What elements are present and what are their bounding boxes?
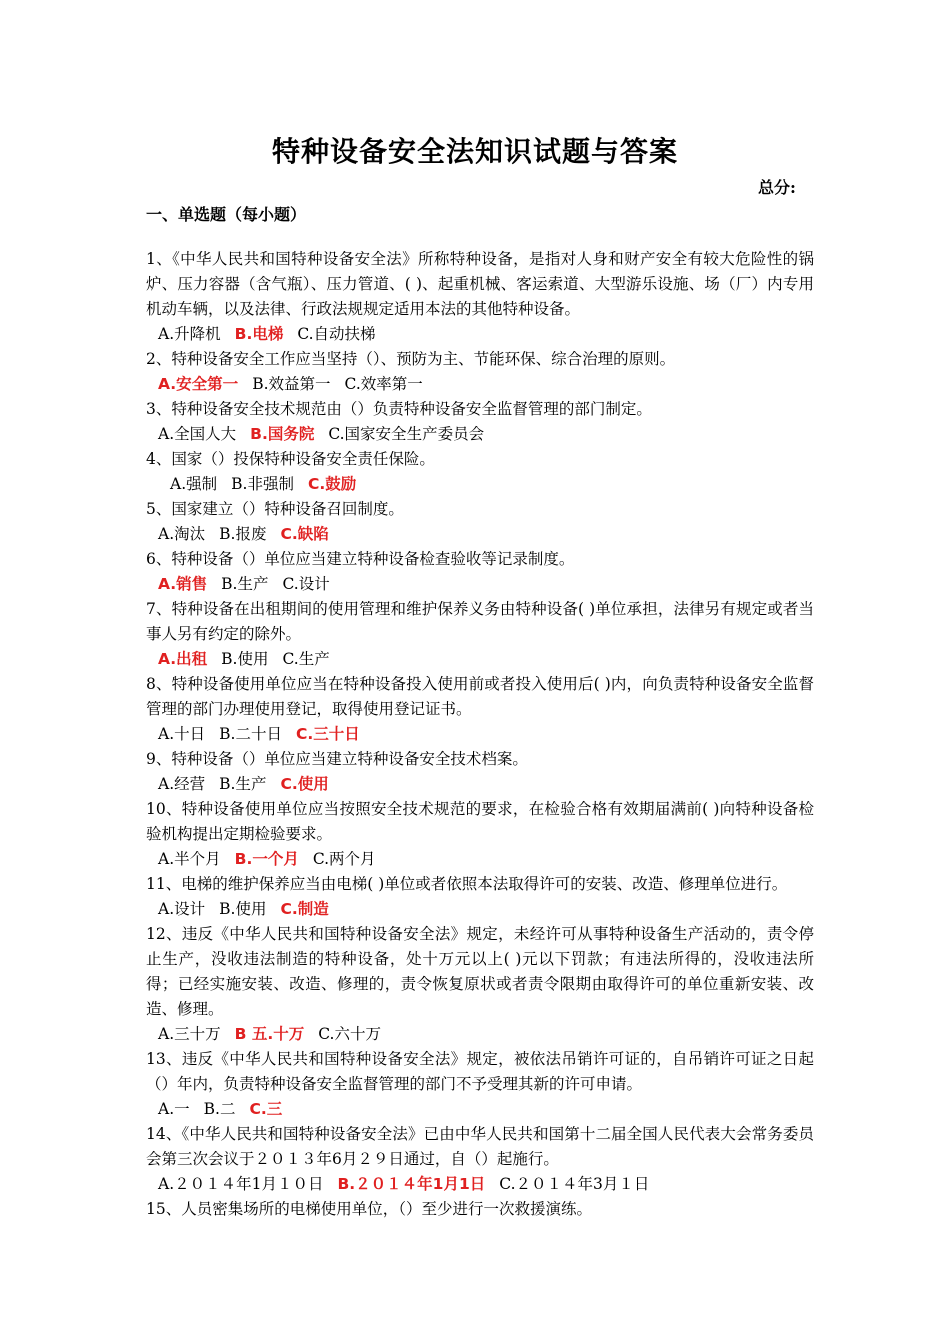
answer-options — [146, 1097, 814, 1122]
option: C.２０１４年3月１日 — [499, 1175, 650, 1193]
question-item — [146, 872, 814, 922]
answer-options — [146, 472, 814, 497]
option: B.使用 — [219, 900, 267, 918]
option: B.二十日 — [219, 725, 282, 743]
correct-option: A.销售 — [158, 575, 208, 593]
question-item — [146, 497, 814, 547]
question-item — [146, 747, 814, 797]
correct-option: B.一个月 — [234, 850, 299, 868]
option: A.十日 — [158, 725, 206, 743]
option: A.强制 — [170, 475, 218, 493]
question-item — [146, 1047, 814, 1122]
question-item — [146, 247, 814, 347]
question-text: 4、国家（）投保特种设备安全责任保险。 — [146, 450, 435, 468]
question-item — [146, 922, 814, 1047]
correct-option: C.制造 — [280, 900, 329, 918]
answer-options — [146, 1172, 814, 1197]
answer-options — [146, 572, 814, 597]
option: A.全国人大 — [158, 425, 237, 443]
option: A.升降机 — [158, 325, 221, 343]
correct-option: B 五.十万 — [234, 1025, 305, 1043]
answer-options — [146, 1022, 814, 1047]
question-item — [146, 547, 814, 597]
option: A.半个月 — [158, 850, 221, 868]
option: A.淘汰 — [158, 525, 206, 543]
correct-option: B.电梯 — [234, 325, 284, 343]
question-text: 1、《中华人民共和国特种设备安全法》所称特种设备，是指对人身和财产安全有较大危险性的锅炉、压力容器（含气瓶）、压力管道、( )、起重机械、客运索道、大型游乐设施、场（厂）内专用机动车辆，以及法律、行政法规规定适用本法的其他特种设备。 — [146, 250, 814, 318]
question-text: 8、特种设备使用单位应当在特种设备投入使用前或者投入使用后( )内，向负责特种设备安全监督管理的部门办理使用登记，取得使用登记证书。 — [146, 675, 814, 718]
question-item — [146, 597, 814, 672]
answer-options — [146, 772, 814, 797]
option: B.非强制 — [231, 475, 294, 493]
document-title: 特种设备安全法知识试题与答案 — [271, 135, 678, 168]
answer-options — [146, 897, 814, 922]
correct-option: C.三十日 — [295, 725, 360, 743]
answer-options — [146, 722, 814, 747]
question-text: 10、特种设备使用单位应当按照安全技术规范的要求，在检验合格有效期届满前( )向特种设备检验机构提出定期检验要求。 — [146, 800, 814, 843]
question-text: 12、违反《中华人民共和国特种设备安全法》规定，未经许可从事特种设备生产活动的，责令停止生产，没收违法制造的特种设备，处十万元以上( )元以下罚款；有违法所得的，没收违法所得；已经实施安装、改造、修理的，责令恢复原状或者责令限期由取得许可的单位重新安装、改造、修理。 — [146, 925, 814, 1018]
option: B.二 — [203, 1100, 236, 1118]
correct-option: B.２０１４年1月1日 — [337, 1175, 486, 1193]
answer-options — [146, 847, 814, 872]
correct-option: A.安全第一 — [158, 375, 239, 393]
answer-options — [146, 372, 814, 397]
option: B.生产 — [221, 575, 269, 593]
question-text: 5、国家建立（）特种设备召回制度。 — [146, 500, 404, 518]
question-text: 13、违反《中华人民共和国特种设备安全法》规定，被依法吊销许可证的，自吊销许可证之日起（）年内，负责特种设备安全监督管理的部门不予受理其新的许可申请。 — [146, 1050, 814, 1093]
answer-options — [146, 422, 814, 447]
question-text: 15、人员密集场所的电梯使用单位，（）至少进行一次救援演练。 — [146, 1200, 592, 1218]
question-text: 11、电梯的维护保养应当由电梯( )单位或者依照本法取得许可的安装、改造、修理单位进行。 — [146, 875, 788, 893]
correct-option: C.使用 — [280, 775, 329, 793]
option: C.生产 — [282, 650, 330, 668]
answer-options — [146, 322, 814, 347]
question-item — [146, 797, 814, 872]
question-text: 6、特种设备（）单位应当建立特种设备检查验收等记录制度。 — [146, 550, 575, 568]
question-text: 7、特种设备在出租期间的使用管理和维护保养义务由特种设备( )单位承担，法律另有规定或者当事人另有约定的除外。 — [146, 600, 814, 643]
option: B.效益第一 — [252, 375, 331, 393]
question-text: 9、特种设备（）单位应当建立特种设备安全技术档案。 — [146, 750, 528, 768]
question-item — [146, 672, 814, 747]
correct-option: C.三 — [249, 1100, 283, 1118]
question-item — [146, 1122, 814, 1197]
option: C.六十万 — [318, 1025, 381, 1043]
option: A.２０１４年1月１０日 — [158, 1175, 324, 1193]
total-score-label: 总分: — [758, 178, 796, 197]
question-text: 14、《中华人民共和国特种设备安全法》已由中华人民共和国第十二届全国人民代表大会常务委员会第三次会议于２０１３年6月２９日通过，自（）起施行。 — [146, 1125, 814, 1168]
question-list — [146, 247, 814, 1222]
question-item — [146, 447, 814, 497]
correct-option: C.鼓励 — [307, 475, 357, 493]
option: B.生产 — [219, 775, 267, 793]
correct-option: B.国务院 — [250, 425, 315, 443]
option: C.自动扶梯 — [297, 325, 376, 343]
option: C.效率第一 — [344, 375, 423, 393]
correct-option: C.缺陷 — [280, 525, 329, 543]
correct-option: A.出租 — [158, 650, 208, 668]
question-text: 2、特种设备安全工作应当坚持（）、预防为主、节能环保、综合治理的原则。 — [146, 350, 676, 368]
option: A.三十万 — [158, 1025, 221, 1043]
option: A.一 — [158, 1100, 190, 1118]
question-item — [146, 347, 814, 397]
option: A.经营 — [158, 775, 206, 793]
option: C.国家安全生产委员会 — [328, 425, 485, 443]
option: B.报废 — [219, 525, 267, 543]
option: A.设计 — [158, 900, 206, 918]
question-item — [146, 1197, 814, 1222]
option: B.使用 — [221, 650, 269, 668]
question-item — [146, 397, 814, 447]
question-text: 3、特种设备安全技术规范由（）负责特种设备安全监督管理的部门制定。 — [146, 400, 652, 418]
answer-options — [146, 647, 814, 672]
option: C.两个月 — [312, 850, 376, 868]
option: C.设计 — [282, 575, 330, 593]
section-heading: 一、单选题（每小题） — [146, 205, 307, 224]
answer-options — [146, 522, 814, 547]
